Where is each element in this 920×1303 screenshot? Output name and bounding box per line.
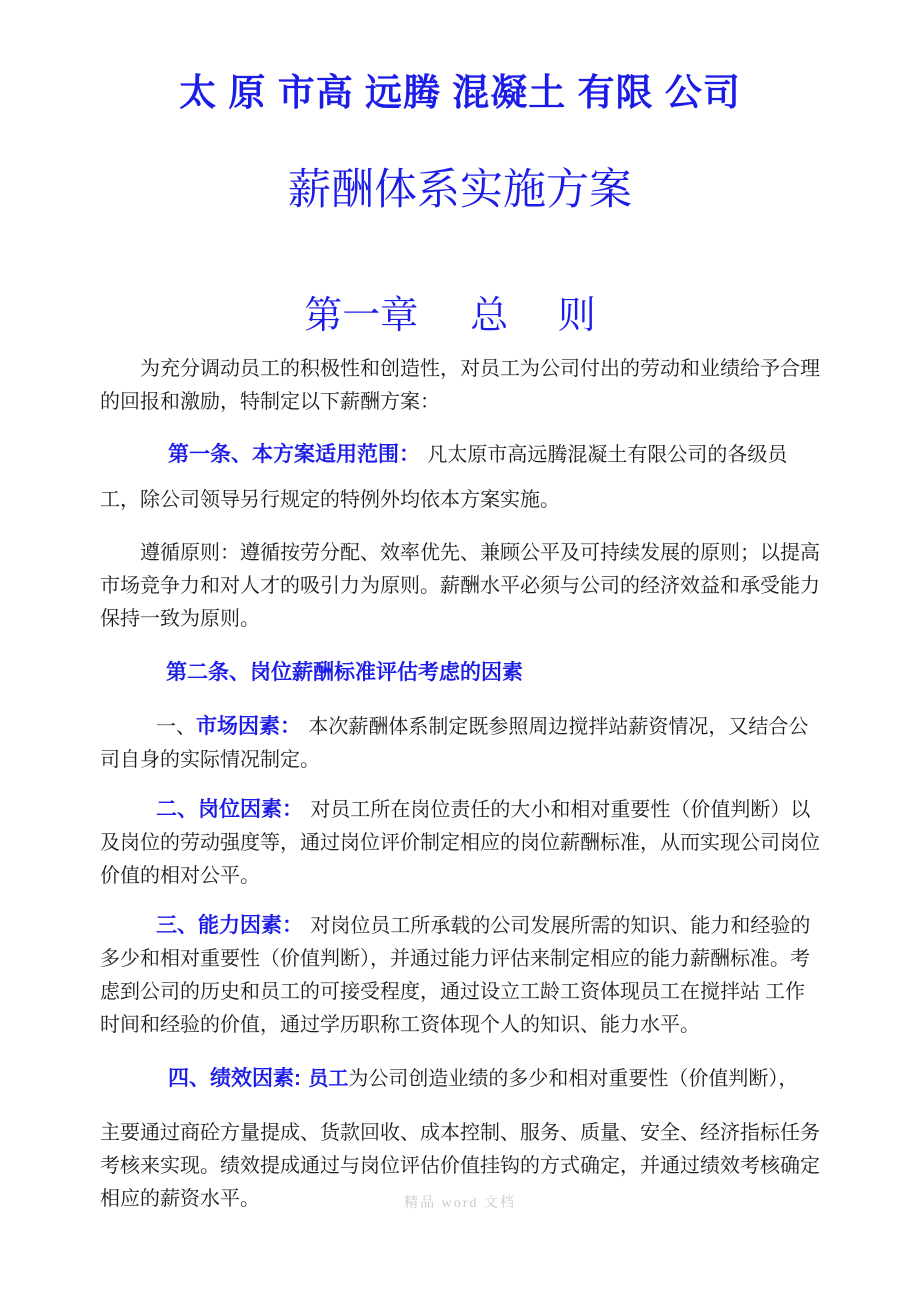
intro-text: 为充分调动员工的积极性和创造性，对员工为公司付出的劳动和业绩给予合理的回报和激励，特制定以下薪酬方案： xyxy=(100,357,820,413)
paragraph-principle xyxy=(100,537,820,636)
factor2-text: 对员工所在岗位责任的大小和相对重要性（价值判断）以及岗位的劳动强度等，通过岗位评价制定相应的岗位薪酬标准，从而实现公司岗位价值的相对公平。 xyxy=(100,798,820,887)
clause1-text: 凡太原市高远腾混凝土有限公司的各级员工，除公司领导另行规定的特例外均依本方案实施。 xyxy=(100,443,788,511)
clause2-heading-text: 第二条、岗位薪酬标准评估考虑的因素 xyxy=(166,660,523,684)
factor1-text: 本次薪酬体系制定既参照周边搅拌站薪资情况，又结合公司自身的实际情况制定。 xyxy=(100,715,809,771)
paragraph-intro xyxy=(100,353,820,419)
clause2-heading xyxy=(100,656,820,690)
clause1-heading: 第一条、本方案适用范围： xyxy=(168,442,420,466)
principle-text: 遵循原则：遵循按劳分配、效率优先、兼顾公平及可持续发展的原则；以提高市场竞争力和对人才的吸引力为原则。薪酬水平必须与公司的经济效益和承受能力保持一致为原则。 xyxy=(100,541,820,630)
factor4-text-rest: 主要通过商砼方量提成、货款回收、成本控制、服务、质量、安全、经济指标任务考核来实现。绩效提成通过与岗位评估价值挂钩的方式确定，并通过绩效考核确定相应的薪资水平。 xyxy=(100,1121,820,1210)
doc-title-text: 薪酬体系实施方案 xyxy=(288,166,632,214)
paragraph-factor2 xyxy=(100,793,820,893)
footer-watermark xyxy=(0,1192,920,1212)
paragraph-factor1 xyxy=(100,710,820,777)
factor3-text: 对岗位员工所承载的公司发展所需的知识、能力和经验的多少和相对重要性（价值判断），并通过能力评估来制定相应的能力薪酬标准。考虑到公司的历史和员工的可接受程度，通过设立工龄工资体现员工在搅拌站 工作时间和经验的价值，通过学历职称工资体现个人的知识、能力水平。 xyxy=(100,914,811,1036)
doc-title xyxy=(100,165,820,217)
company-title xyxy=(100,72,820,115)
factor3-heading: 三、能力因素： xyxy=(156,913,303,937)
watermark-text: 精品 word 文档 xyxy=(404,1196,516,1211)
paragraph-factor4 xyxy=(100,1062,820,1096)
factor2-heading: 二、岗位因素： xyxy=(156,797,303,821)
chapter-heading xyxy=(100,294,820,340)
factor4-heading: 四、绩效因素: xyxy=(168,1066,301,1090)
paragraph-clause1 xyxy=(100,432,820,523)
company-title-text: 太 原 市高 远腾 混凝土 有限 公司 xyxy=(179,72,741,113)
paragraph-factor3 xyxy=(100,909,820,1042)
chapter-number: 第一章 xyxy=(304,295,419,338)
chapter-title: 总 则 xyxy=(470,295,616,338)
factor1-heading: 市场因素： xyxy=(196,714,301,738)
factor4-text-line1: 为公司创造业绩的多少和相对重要性（价值判断）， xyxy=(348,1067,799,1090)
factor4-heading-run2: 员工 xyxy=(308,1067,349,1090)
factor1-number: 一、 xyxy=(156,715,196,738)
